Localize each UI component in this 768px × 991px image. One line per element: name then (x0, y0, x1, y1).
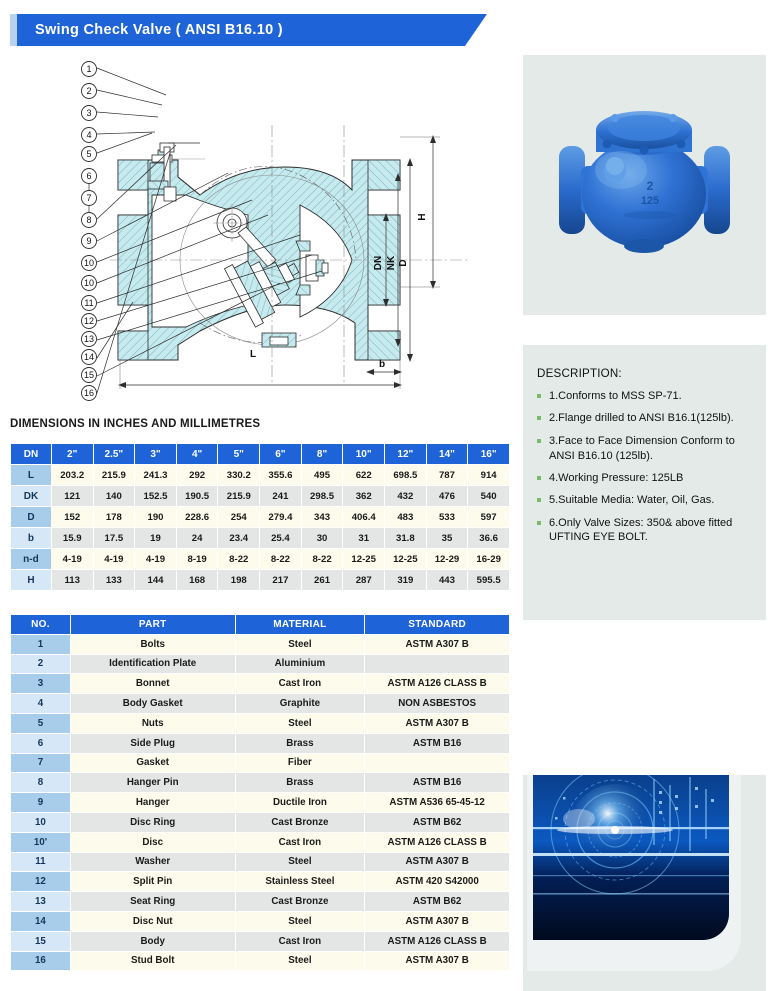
parts-row (11, 872, 510, 892)
parts-cell-no: 1 (11, 634, 71, 654)
dimensions-cell: 140 (93, 486, 135, 507)
parts-cell-no: 3 (11, 674, 71, 694)
svg-text:3: 3 (86, 108, 92, 118)
description-item-text: 5.Suitable Media: Water, Oil, Gas. (549, 494, 715, 507)
parts-cell-standard: ASTM A126 CLASS B (365, 931, 510, 951)
dimensions-cell: 8-19 (176, 549, 218, 570)
dimensions-cell: 133 (93, 570, 135, 591)
parts-col-part: PART (70, 615, 235, 635)
dimensions-cell: 4-19 (135, 549, 177, 570)
parts-cell-standard: ASTM A126 CLASS B (365, 674, 510, 694)
parts-row (11, 654, 510, 674)
dimensions-cell: 31 (343, 528, 385, 549)
description-item (537, 434, 754, 464)
tech-graphic-panel (523, 775, 766, 991)
parts-cell-standard (365, 654, 510, 674)
dimensions-col-dn: DN (11, 444, 52, 465)
dimensions-col-size: 6" (260, 444, 302, 465)
dimensions-col-size: 16" (468, 444, 510, 465)
dimensions-cell: 16-29 (468, 549, 510, 570)
parts-row (11, 951, 510, 971)
parts-cell-material: Steel (235, 713, 365, 733)
dimensions-cell: 35 (426, 528, 468, 549)
svg-text:10: 10 (83, 258, 95, 268)
dimensions-cell: 12-25 (343, 549, 385, 570)
parts-cell-material: Cast Iron (235, 832, 365, 852)
parts-cell-standard: ASTM A536 65-45-12 (365, 793, 510, 813)
dimensions-cell: 190 (135, 507, 177, 528)
parts-row (11, 694, 510, 714)
dimensions-row-label: D (11, 507, 52, 528)
dimensions-cell: 483 (385, 507, 427, 528)
dimensions-row (11, 570, 510, 591)
dimensions-cell: 36.6 (468, 528, 510, 549)
parts-cell-part: Bonnet (70, 674, 235, 694)
parts-cell-part: Washer (70, 852, 235, 872)
dimensions-cell: 362 (343, 486, 385, 507)
bullet-icon (537, 394, 541, 398)
parts-row (11, 931, 510, 951)
parts-cell-no: 16 (11, 951, 71, 971)
dimensions-cell: 298.5 (301, 486, 343, 507)
parts-cell-standard: ASTM A307 B (365, 634, 510, 654)
parts-cell-no: 10' (11, 832, 71, 852)
parts-col-material: MATERIAL (235, 615, 365, 635)
parts-cell-material: Brass (235, 773, 365, 793)
dimensions-col-size: 14" (426, 444, 468, 465)
product-photo-panel (523, 55, 766, 315)
parts-cell-part: Bolts (70, 634, 235, 654)
product-photo (523, 55, 766, 315)
parts-row (11, 812, 510, 832)
parts-table (10, 614, 510, 971)
parts-cell-standard (365, 753, 510, 773)
parts-cell-standard: ASTM A307 B (365, 911, 510, 931)
svg-text:13: 13 (83, 334, 95, 344)
dimensions-cell: 203.2 (51, 465, 93, 486)
parts-cell-material: Steel (235, 852, 365, 872)
dimensions-cell: 19 (135, 528, 177, 549)
dimensions-cell: 215.9 (218, 486, 260, 507)
parts-cell-no: 6 (11, 733, 71, 753)
dimensions-row (11, 465, 510, 486)
parts-row (11, 852, 510, 872)
parts-cell-no: 8 (11, 773, 71, 793)
dimensions-cell: 113 (51, 570, 93, 591)
svg-text:NK: NK (386, 255, 397, 271)
parts-cell-no: 7 (11, 753, 71, 773)
dimensions-cell: 17.5 (93, 528, 135, 549)
dimensions-col-size: 5" (218, 444, 260, 465)
dimensions-cell: 241.3 (135, 465, 177, 486)
parts-cell-no: 9 (11, 793, 71, 813)
dimensions-col-size: 12" (385, 444, 427, 465)
dimensions-cell: 279.4 (260, 507, 302, 528)
svg-text:15: 15 (83, 370, 95, 380)
svg-text:12: 12 (83, 316, 95, 326)
dimensions-cell: 540 (468, 486, 510, 507)
parts-cell-material: Steel (235, 911, 365, 931)
svg-text:DN: DN (373, 255, 384, 271)
svg-text:H: H (417, 213, 428, 221)
dimensions-cell: 152.5 (135, 486, 177, 507)
dimensions-cell: 533 (426, 507, 468, 528)
dimensions-cell: 597 (468, 507, 510, 528)
parts-cell-no: 10 (11, 812, 71, 832)
parts-row (11, 773, 510, 793)
parts-cell-no: 12 (11, 872, 71, 892)
dimensions-col-size: 4" (176, 444, 218, 465)
parts-cell-no: 4 (11, 694, 71, 714)
dimensions-col-size: 8" (301, 444, 343, 465)
parts-cell-material: Steel (235, 634, 365, 654)
dimensions-cell: 24 (176, 528, 218, 549)
parts-cell-material: Fiber (235, 753, 365, 773)
dimensions-cell: 31.8 (385, 528, 427, 549)
parts-col-no: NO. (11, 615, 71, 635)
parts-row (11, 634, 510, 654)
dimensions-cell: 319 (385, 570, 427, 591)
dimensions-table (10, 443, 510, 591)
bullet-icon (537, 416, 541, 420)
svg-text:9: 9 (86, 236, 92, 246)
dimensions-cell: 121 (51, 486, 93, 507)
parts-cell-standard: NON ASBESTOS (365, 694, 510, 714)
parts-cell-material: Cast Bronze (235, 812, 365, 832)
parts-cell-part: Gasket (70, 753, 235, 773)
dimensions-row (11, 507, 510, 528)
parts-cell-material: Steel (235, 951, 365, 971)
dimensions-header-row (11, 444, 510, 465)
description-item (537, 389, 754, 404)
parts-cell-standard: ASTM A126 CLASS B (365, 832, 510, 852)
dimensions-cell: 698.5 (385, 465, 427, 486)
parts-cell-material: Cast Bronze (235, 892, 365, 912)
dimensions-cell: 406.4 (343, 507, 385, 528)
dimensions-col-size: 2.5" (93, 444, 135, 465)
parts-cell-part: Body Gasket (70, 694, 235, 714)
dimensions-cell: 787 (426, 465, 468, 486)
valve-cross-section-drawing (0, 55, 520, 403)
parts-cell-material: Ductile Iron (235, 793, 365, 813)
parts-row (11, 713, 510, 733)
svg-text:b: b (378, 359, 386, 370)
dimensions-cell: 190.5 (176, 486, 218, 507)
parts-cell-part: Disc Ring (70, 812, 235, 832)
header-accent-strip (10, 14, 17, 46)
parts-cell-no: 11 (11, 852, 71, 872)
description-item-text: 2.Flange drilled to ANSI B16.1(125lb). (549, 412, 734, 425)
parts-cell-material: Cast Iron (235, 674, 365, 694)
parts-cell-material: Aluminium (235, 654, 365, 674)
dimensions-row-label: b (11, 528, 52, 549)
dimensions-cell: 8-22 (301, 549, 343, 570)
parts-col-standard: STANDARD (365, 615, 510, 635)
dimensions-cell: 343 (301, 507, 343, 528)
valve-rating-marking: 125 (640, 194, 660, 207)
description-item-text: 6.Only Valve Sizes: 350& above fitted UFTING EYE BOLT. (549, 516, 733, 544)
description-title: DESCRIPTION: (537, 367, 622, 380)
valve-size-marking: 2 (646, 178, 654, 193)
description-panel (523, 345, 766, 620)
parts-row (11, 911, 510, 931)
description-item (537, 516, 754, 546)
dimensions-cell: 622 (343, 465, 385, 486)
dimensions-heading: DIMENSIONS IN INCHES AND MILLIMETRES (10, 418, 261, 430)
parts-cell-material: Stainless Steel (235, 872, 365, 892)
parts-cell-material: Graphite (235, 694, 365, 714)
parts-cell-no: 14 (11, 911, 71, 931)
svg-text:4: 4 (86, 130, 92, 140)
page-header (0, 14, 520, 46)
dimensions-cell: 595.5 (468, 570, 510, 591)
dimensions-cell: 12-29 (426, 549, 468, 570)
bullet-icon (537, 498, 541, 502)
bullet-icon (537, 521, 541, 525)
dimensions-cell: 443 (426, 570, 468, 591)
svg-text:2: 2 (86, 86, 92, 96)
svg-text:D: D (398, 259, 409, 267)
dimensions-cell: 30 (301, 528, 343, 549)
description-item-text: 4.Working Pressure: 125LB (549, 471, 684, 484)
parts-cell-no: 2 (11, 654, 71, 674)
dimensions-cell: 8-22 (260, 549, 302, 570)
parts-row (11, 832, 510, 852)
dimensions-cell: 292 (176, 465, 218, 486)
parts-cell-part: Stud Bolt (70, 951, 235, 971)
dimensions-row (11, 528, 510, 549)
bullet-icon (537, 439, 541, 443)
dimensions-cell: 4-19 (93, 549, 135, 570)
parts-cell-part: Disc (70, 832, 235, 852)
dimensions-cell: 217 (260, 570, 302, 591)
dimensions-cell: 178 (93, 507, 135, 528)
dimensions-cell: 23.4 (218, 528, 260, 549)
parts-cell-no: 13 (11, 892, 71, 912)
page-title: Swing Check Valve ( ANSI B16.10 ) (35, 22, 283, 38)
dimensions-cell: 330.2 (218, 465, 260, 486)
parts-cell-standard: ASTM B16 (365, 733, 510, 753)
description-item-text: 1.Conforms to MSS SP-71. (549, 390, 682, 402)
description-item (537, 471, 754, 486)
svg-text:5: 5 (86, 149, 92, 159)
parts-header-row (11, 615, 510, 635)
dimensions-row (11, 549, 510, 570)
parts-cell-part: Seat Ring (70, 892, 235, 912)
dimensions-col-size: 10" (343, 444, 385, 465)
dimensions-cell: 8-22 (218, 549, 260, 570)
dimensions-row-label: n-d (11, 549, 52, 570)
dimensions-row-label: DK (11, 486, 52, 507)
dimensions-row-label: L (11, 465, 52, 486)
dimensions-cell: 215.9 (93, 465, 135, 486)
parts-cell-part: Split Pin (70, 872, 235, 892)
dimensions-cell: 432 (385, 486, 427, 507)
dimensions-cell: 144 (135, 570, 177, 591)
description-item-text: 3.Face to Face Dimension Conform to ANSI B16.10 (125lb). (549, 434, 735, 462)
parts-cell-standard: ASTM A307 B (365, 713, 510, 733)
parts-cell-standard: ASTM B62 (365, 892, 510, 912)
parts-cell-no: 5 (11, 713, 71, 733)
parts-cell-no: 15 (11, 931, 71, 951)
description-item (537, 493, 754, 508)
dimensions-cell: 914 (468, 465, 510, 486)
svg-text:14: 14 (83, 352, 95, 362)
parts-cell-standard: ASTM A307 B (365, 852, 510, 872)
parts-cell-part: Identification Plate (70, 654, 235, 674)
dimensions-col-size: 3" (135, 444, 177, 465)
parts-cell-standard: ASTM B62 (365, 812, 510, 832)
dimensions-row-label: H (11, 570, 52, 591)
parts-cell-part: Hanger (70, 793, 235, 813)
dimensions-col-size: 2" (51, 444, 93, 465)
dimensions-cell: 495 (301, 465, 343, 486)
parts-cell-part: Side Plug (70, 733, 235, 753)
svg-text:6: 6 (86, 171, 92, 181)
dimensions-cell: 476 (426, 486, 468, 507)
svg-text:1: 1 (86, 64, 92, 74)
dimensions-cell: 168 (176, 570, 218, 591)
parts-cell-part: Body (70, 931, 235, 951)
dimensions-cell: 152 (51, 507, 93, 528)
description-list (537, 389, 754, 545)
dimensions-cell: 15.9 (51, 528, 93, 549)
dimensions-cell: 287 (343, 570, 385, 591)
svg-text:10: 10 (83, 278, 95, 288)
svg-text:11: 11 (84, 298, 94, 308)
dimensions-cell: 254 (218, 507, 260, 528)
svg-text:16: 16 (83, 388, 95, 398)
dimensions-cell: 355.6 (260, 465, 302, 486)
dimensions-cell: 261 (301, 570, 343, 591)
parts-cell-material: Cast Iron (235, 931, 365, 951)
parts-cell-part: Hanger Pin (70, 773, 235, 793)
dimensions-cell: 198 (218, 570, 260, 591)
dimensions-cell: 12-25 (385, 549, 427, 570)
parts-row (11, 733, 510, 753)
dimensions-row (11, 486, 510, 507)
parts-row (11, 674, 510, 694)
svg-text:L: L (249, 349, 257, 360)
tech-graphic-image (533, 775, 729, 940)
parts-cell-standard: ASTM 420 S42000 (365, 872, 510, 892)
parts-cell-part: Nuts (70, 713, 235, 733)
parts-row (11, 753, 510, 773)
parts-cell-standard: ASTM A307 B (365, 951, 510, 971)
parts-cell-part: Disc Nut (70, 911, 235, 931)
dimensions-cell: 25.4 (260, 528, 302, 549)
dimensions-cell: 228.6 (176, 507, 218, 528)
svg-text:7: 7 (86, 193, 92, 203)
parts-cell-standard: ASTM B16 (365, 773, 510, 793)
bullet-icon (537, 476, 541, 480)
parts-cell-material: Brass (235, 733, 365, 753)
dimensions-cell: 241 (260, 486, 302, 507)
svg-text:8: 8 (86, 215, 92, 225)
dimensions-cell: 4-19 (51, 549, 93, 570)
description-item (537, 411, 754, 426)
parts-row (11, 793, 510, 813)
parts-row (11, 892, 510, 912)
